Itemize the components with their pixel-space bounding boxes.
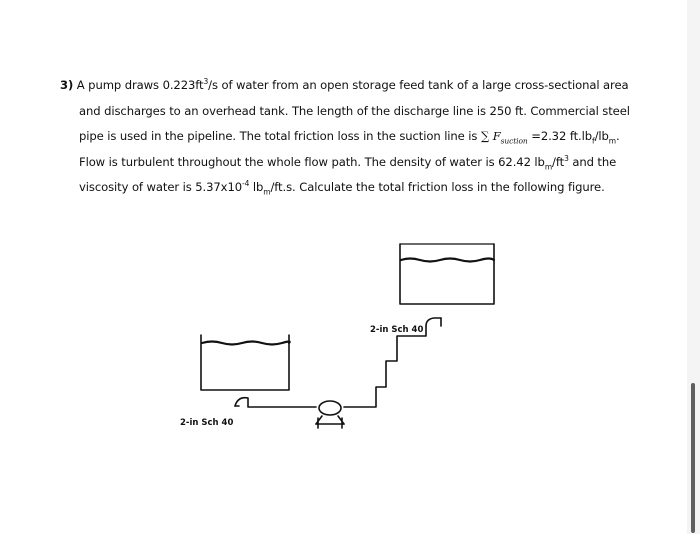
suction-pipe-label: 2-in Sch 40 [180, 418, 234, 428]
problem-line-5: viscosity of water is $5.37x10^{-4}$ $lb_m/ft.s$. Calculate the total friction loss in the following figure. [79, 179, 605, 197]
discharge-pipe-label: 2-in Sch 40 [370, 325, 424, 335]
problem-line-3: pipe is used in the pipeline. The total friction loss in the suction line is ∑ $F_{suction} =2.32$ $ft.lb_f/lb_m$. [79, 129, 620, 146]
problem-line-4: Flow is turbulent throughout the whole flow path. The density of water is 62.42 $lb_m/ft^3$ and the [79, 153, 617, 172]
feed-storage-tank [201, 335, 290, 390]
pump-icon [316, 401, 344, 428]
problem-number: 3) [60, 78, 74, 92]
overhead-tank [400, 244, 494, 304]
suction-pipe [235, 398, 316, 407]
problem-line-1: 3) A pump draws $0.223ft^3/s$ of water from an open storage feed tank of a large cross-sectional area [60, 77, 629, 92]
problem-line-2: and discharges to an overhead tank. The length of the discharge line is 250 ft. Commercial steel [79, 103, 630, 118]
